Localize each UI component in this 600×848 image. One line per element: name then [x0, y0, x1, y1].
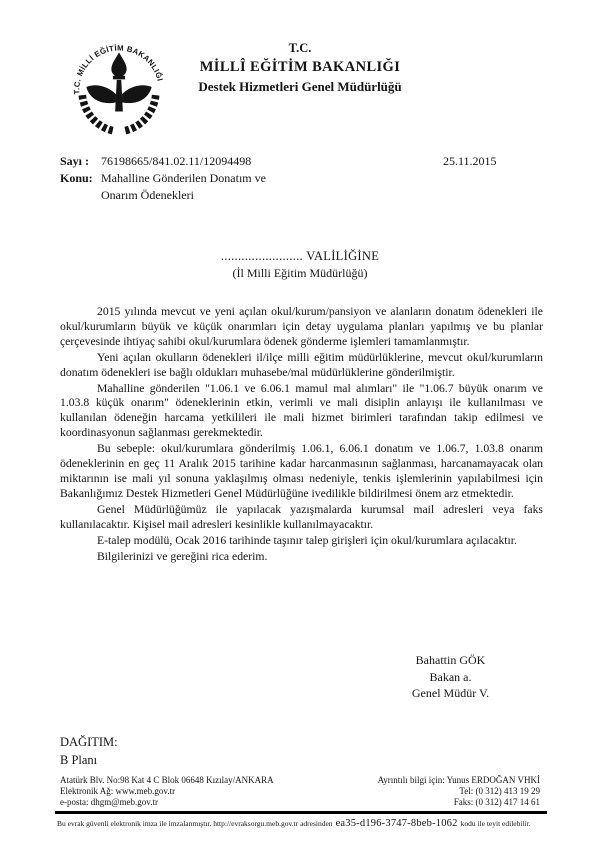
verification-line [57, 818, 562, 829]
body-paragraph: Mahalline gönderilen "1.06.1 ve 6.06.1 mamul mal alımları" ile "1.06.7 büyük onarım ve 1.03.8 küçük onarım" ödeneklerinin etkin, verimli ve mali disiplin anlayışı ile kullanılması ve kullanılan ödeneğin harcama yetkilileri ile mali hizmet birimleri tarafından takip edilmesi ve koordinasyonun sağlanması gerekmektedir. [60, 381, 543, 440]
verification-code: ea35-d196-3747-8beb-1062 [335, 818, 458, 829]
konu-line2: Onarım Ödenekleri [101, 188, 194, 202]
body-paragraph: Bu sebeple: okul/kurumlara gönderilmiş 1.06.1, 6.06.1 donatım ve 1.06.7, 1.03.8 onarım ödeneklerinin en geç 11 Aralık 2015 tarihine kadar harcanmasının sağlanması, harcanamayacak olan miktarının ise mali yıl sonuna yaklaşılmış olması nedeniyle, tenkis işlemlerinin yapılabilmesi için Bakanlığımız Destek Hizmetleri Genel Müdürlüğüne ivedilikle bildirilmesi önem arz etmektedir. [60, 442, 543, 500]
footer-info-line3: Faks: (0 312) 417 14 61 [453, 797, 540, 807]
letterhead-directorate: Destek Hizmetleri Genel Müdürlüğü [198, 79, 402, 94]
signature-name: Bahattin GÖK [415, 653, 486, 667]
footer-info-line2: Tel: (0 312) 413 19 29 [459, 786, 540, 796]
document-date: 25.11.2015 [443, 154, 497, 168]
footer-info-line1: Ayrıntılı bilgi için: Yunus ERDOĞAN VHKİ [377, 775, 540, 785]
letterhead [0, 41, 600, 95]
footer-address-line2: Elektronik Ağ: www.meb.gov.tr [60, 786, 176, 796]
signature-role2: Genel Müdür V. [411, 686, 490, 700]
body-paragraph: Bilgilerinizi ve gereğini rica ederim. [97, 549, 268, 563]
verification-suffix: kodu ile teyit edilebilir. [460, 819, 531, 828]
recipient-subline: (İl Milli Eğitim Müdürlüğü) [232, 266, 368, 280]
konu-line1: Mahalline Gönderilen Donatım ve [101, 171, 266, 185]
meta-block [60, 153, 266, 204]
footer-address [60, 775, 274, 808]
recipient-line: ........................ VALİLİĞİNE [220, 249, 380, 263]
konu-label: Konu: [60, 171, 93, 185]
distribution-value: B Planı [60, 753, 98, 767]
verification-prefix: Bu evrak güvenli elektronik imza ile imzalanmıştır. http://evraksorgu.meb.gov.tr adresinden [57, 819, 333, 828]
footer-address-line1: Atatürk Blv. No:98 Kat 4 C Blok 06648 Kızılay/ANKARA [60, 775, 274, 785]
konu-row [60, 170, 266, 187]
signature-block [348, 652, 553, 702]
body-paragraph: Genel Müdürlüğümüz ile yapılacak yazışmalarda kurumsal mail adresleri veya faks kullanılacaktır. Kişisel mail adresleri kesinlikle kullanılmayacaktır. [60, 502, 543, 531]
sayi-value: 76198665/841.02.11/12094498 [101, 154, 252, 168]
body-paragraph: Yeni açılan okulların ödenekleri il/ilçe milli eğitim müdürlüklerine, mevcut okul/kurumların donatım ödenekleri ise bağlı oldukları muhasebe/mal müdürlüklerine gönderilmiştir. [60, 350, 543, 379]
footer-contact [60, 775, 540, 808]
body-paragraph: 2015 yılında mevcut ve yeni açılan okul/kurum/pansiyon ve alanların donatım ödenekleri ile okul/kurumların büyük ve küçük onarımları için detay uygulama planları yapılmış ve bu planlar çerçevesinde ihtiyaç sahibi okul/kurumlara ödenek gönderme işlemleri tamamlanmıştır. [60, 305, 543, 348]
emblem-arched-text: T.C. MİLLİ EĞİTİM BAKANLIĞI [72, 43, 165, 95]
footer-separator-line [55, 811, 547, 814]
distribution-block [60, 733, 118, 769]
distribution-label: DAĞITIM: [60, 735, 118, 749]
footer-info [378, 775, 540, 808]
letter-body [60, 305, 543, 565]
letterhead-ministry: MİLLÎ EĞİTİM BAKANLIĞI [199, 59, 401, 75]
sayi-row [60, 153, 266, 170]
footer-address-line3: e-posta: dhgm@meb.gov.tr [60, 797, 158, 807]
signature-role1: Bakan a. [429, 669, 472, 684]
sayi-label: Sayı : [60, 154, 90, 168]
recipient-block [0, 249, 600, 281]
body-paragraph: E-talep modülü, Ocak 2016 tarihinde taşınır talep girişleri için okul/kurumlara açılacaktır. [97, 533, 517, 547]
letterhead-tc: T.C. [288, 41, 312, 55]
